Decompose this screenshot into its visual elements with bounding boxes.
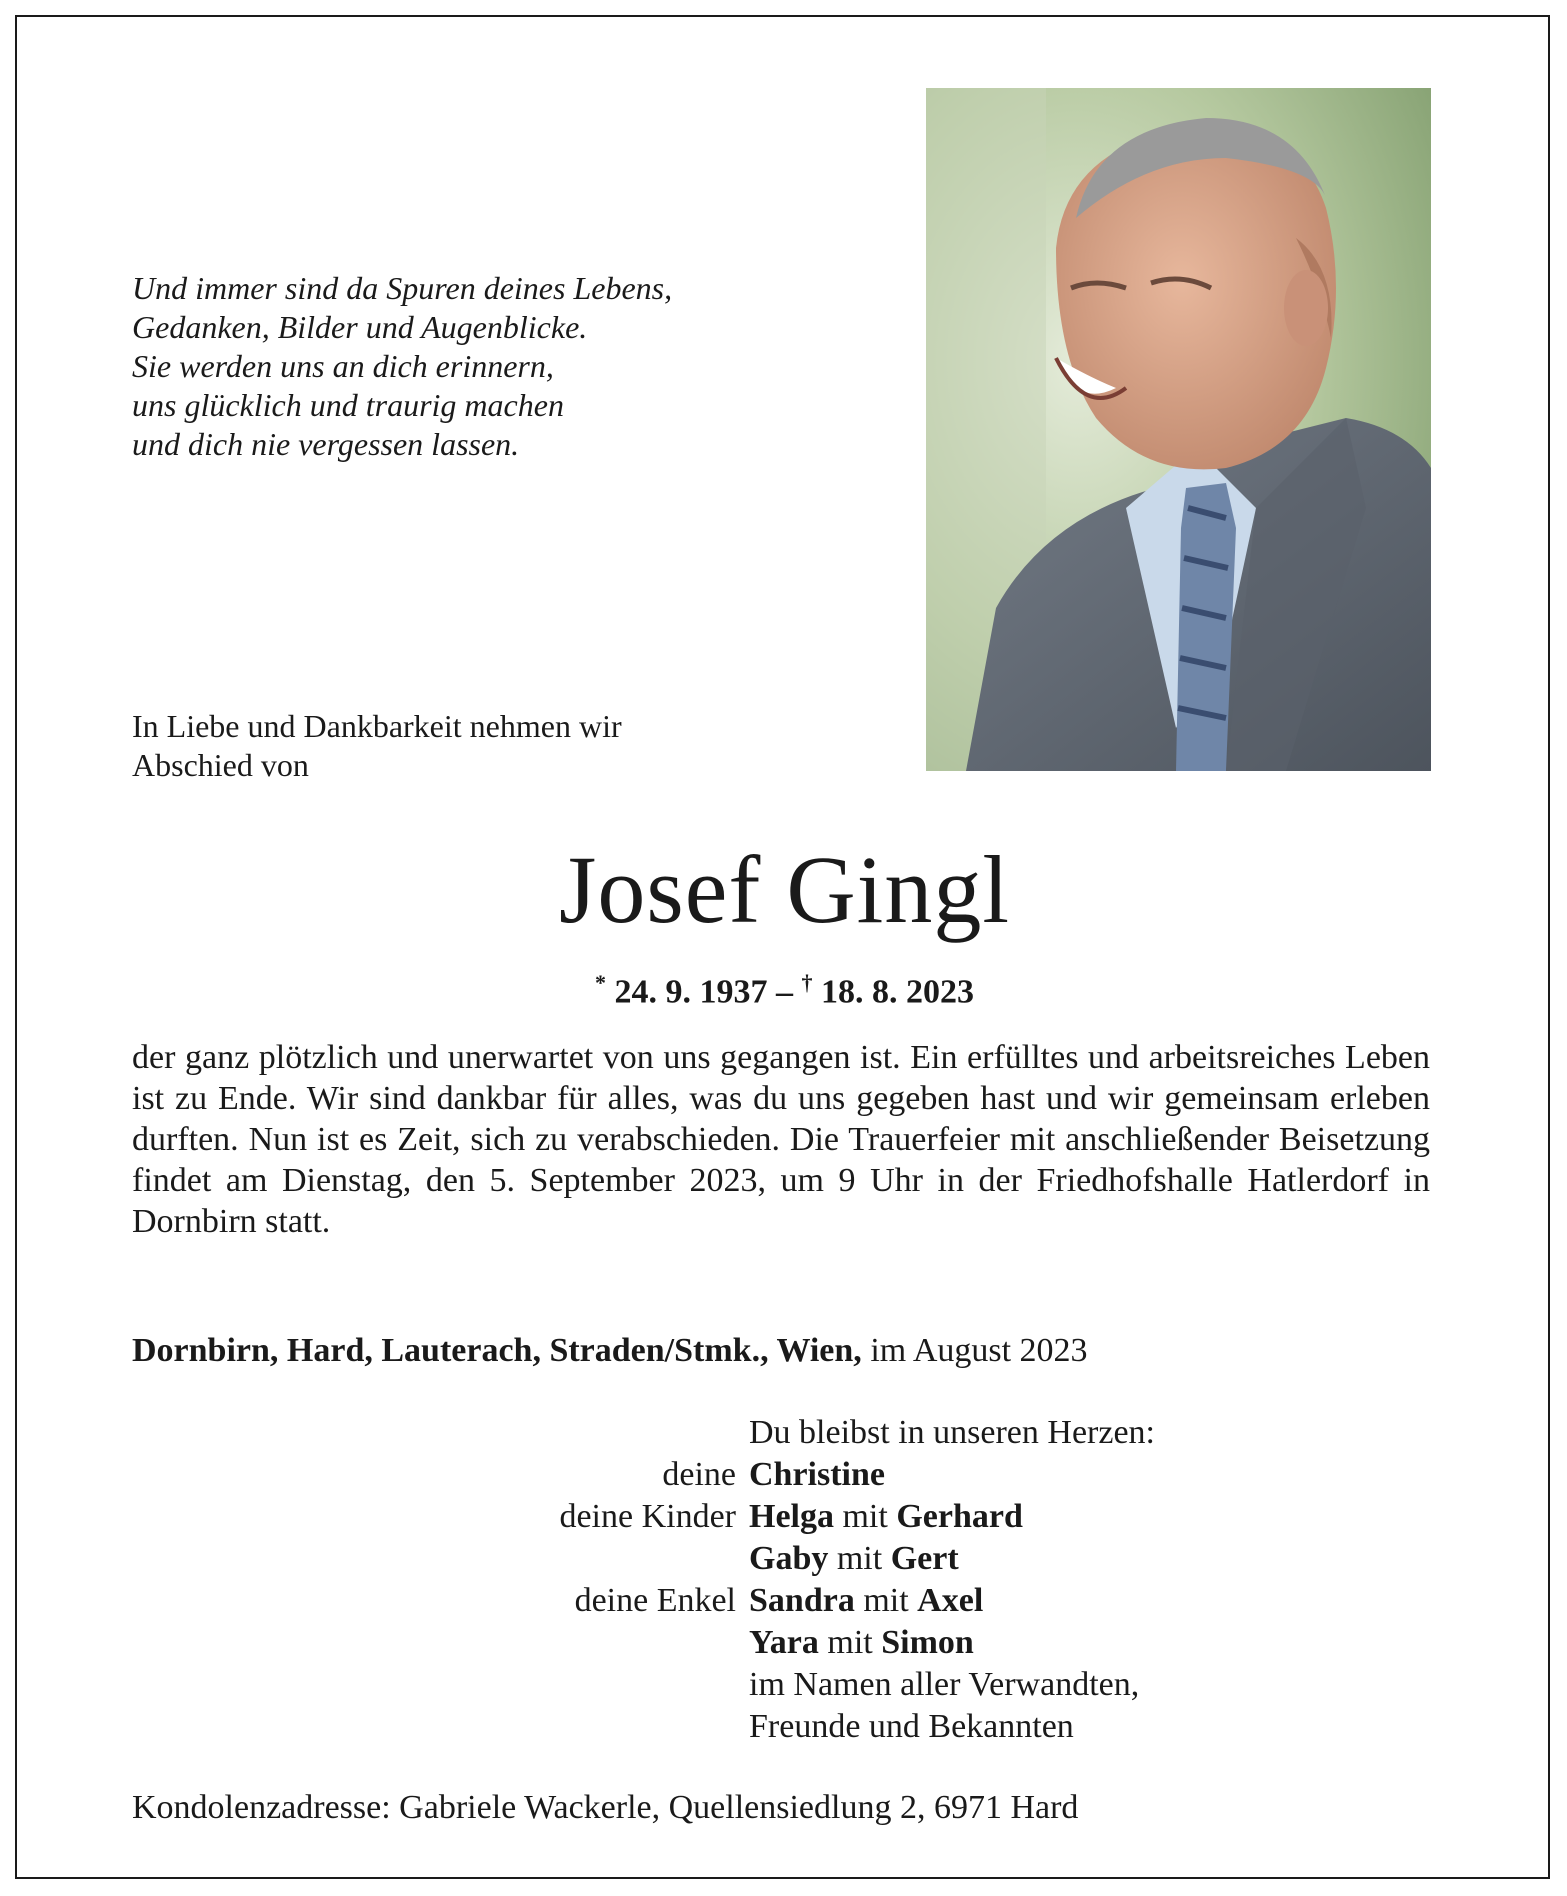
mourner-name: Helga xyxy=(749,1498,834,1535)
mourner-name: Sandra xyxy=(749,1582,855,1619)
mourners-heading: Du bleibst in unseren Herzen: xyxy=(749,1414,1155,1451)
obituary-page xyxy=(15,15,1550,1879)
mourner-partner: Gert xyxy=(890,1540,959,1577)
body-text: der ganz plötzlich und unerwartet von uns gegangen ist. Ein erfülltes und arbeitsreiches Leben ist zu Ende. Wir sind dankbar für alles, was du uns gegeben hast und wir gemeinsam erleben durften. Nun ist es Zeit, sich zu verabschieden. Die Trauerfeier mit anschließender Beisetzung findet am Dienstag, den 5. September 2023, um 9 Uhr in der Friedhofshalle Hatlerdorf in Dornbirn statt. xyxy=(132,1039,1430,1240)
mourner-role: deine xyxy=(662,1456,736,1493)
places-line xyxy=(132,1330,1432,1371)
poem xyxy=(132,269,932,464)
mourner-role: deine Kinder xyxy=(559,1498,736,1535)
mourner-name: Yara xyxy=(749,1624,819,1661)
mourners-heading-row xyxy=(132,1412,1432,1454)
intro-line: In Liebe und Dankbarkeit nehmen wir xyxy=(132,708,622,744)
life-dates xyxy=(17,961,1552,1014)
places-locations: Dornbirn, Hard, Lauterach, Straden/Stmk., Wien, xyxy=(132,1332,862,1369)
poem-line: Und immer sind da Spuren deines Lebens, xyxy=(132,270,673,306)
mourner-partner: Gerhard xyxy=(896,1498,1023,1535)
poem-line: uns glücklich und traurig machen xyxy=(132,387,564,423)
mourners-closing: Freunde und Bekannten xyxy=(749,1708,1074,1745)
condolence-address: Kondolenzadresse: Gabriele Wackerle, Quellensiedlung 2, 6971 Hard xyxy=(132,1789,1079,1826)
intro-text xyxy=(132,707,912,785)
mourner-name: Christine xyxy=(749,1456,885,1493)
places-date: im August 2023 xyxy=(861,1332,1088,1369)
mourners-list xyxy=(132,1412,1432,1748)
mourner-partner: Axel xyxy=(917,1582,984,1619)
birth-date: 24. 9. 1937 – xyxy=(606,973,802,1011)
mourner-role xyxy=(132,1538,749,1580)
mourner-role xyxy=(132,1622,749,1664)
death-date: 18. 8. 2023 xyxy=(812,973,974,1011)
poem-line: Sie werden uns an dich erinnern, xyxy=(132,348,554,384)
mourner-partner: Simon xyxy=(881,1624,974,1661)
mourner-row: Gaby mit Gert xyxy=(132,1538,1432,1580)
poem-line: und dich nie vergessen lassen. xyxy=(132,426,520,462)
portrait-illustration xyxy=(926,88,1431,771)
mourner-row: Yara mit Simon xyxy=(132,1622,1432,1664)
mourners-closing: im Namen aller Verwandten, xyxy=(749,1666,1140,1703)
mourners-closing-row xyxy=(132,1706,1432,1748)
birth-symbol: * xyxy=(595,970,606,995)
mourner-row: deine Kinder Helga mit Gerhard xyxy=(132,1496,1432,1538)
mourner-row: deine Enkel Sandra mit Axel xyxy=(132,1580,1432,1622)
portrait-photo xyxy=(926,88,1431,771)
mourner-row xyxy=(132,1454,1432,1496)
death-symbol: † xyxy=(801,970,813,995)
deceased-name: Josef Gingl xyxy=(559,836,1010,943)
mourner-name: Gaby xyxy=(749,1540,829,1577)
intro-line: Abschied von xyxy=(132,747,309,783)
mourner-role: deine Enkel xyxy=(574,1582,736,1619)
poem-line: Gedanken, Bilder und Augenblicke. xyxy=(132,309,588,345)
mourners-closing-row xyxy=(132,1664,1432,1706)
